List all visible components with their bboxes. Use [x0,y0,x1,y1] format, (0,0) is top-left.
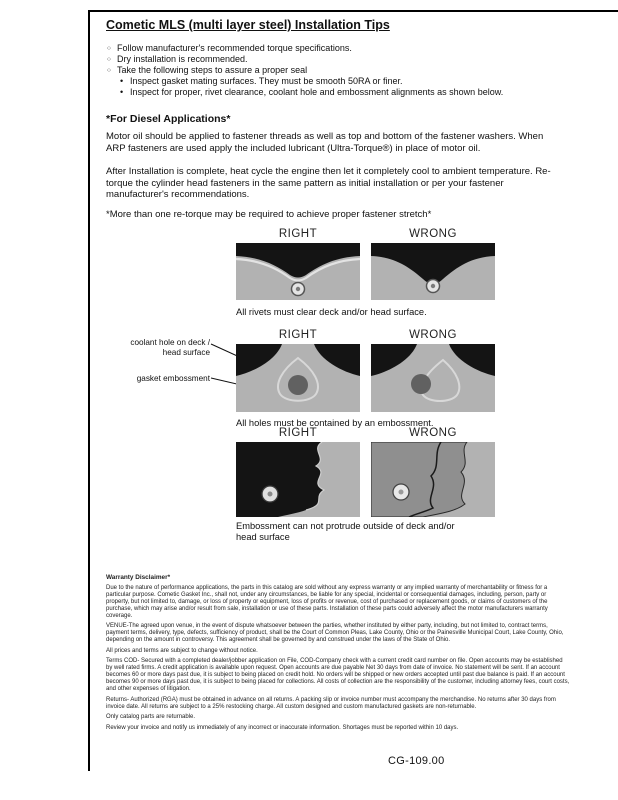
disclaimer-heading: Warranty Disclaimer* [106,574,171,581]
disclaimer-paragraph: All prices and terms are subject to change without notice. [106,647,258,654]
diagram-hole-right-panel [236,344,360,412]
tip-text: Inspect gasket mating surfaces. They must be smooth 50RA or finer. [130,76,403,86]
bullet-icon: ○ [107,67,111,74]
retorque-note: *More than one re-torque may be required to achieve proper fastener stretch* [106,209,432,220]
hole-right-graphic [236,344,360,412]
disclaimer-paragraph: Review your invoice and notify us immediately of any incorrect or inaccurate information. Shortages must be reported within 10 days. [106,724,459,731]
sub-bullet-icon: • [120,76,124,86]
annotation-gasket-embossment: gasket embossment [136,374,210,383]
column-label-wrong: WRONG [409,228,457,240]
disclaimer-paragraph: Returns- Authorized (RGA) must be obtained in advance on all returns. A packing slip or invoice number must accompany the merchandise. No returns after 30 days from invoice date. All returns are subject to a 25% restocking charge. All custom designed and custom manufactured gaskets are non-returnable. [106,696,556,710]
tip-item [107,65,577,76]
tip-text: Inspect for proper, rivet clearance, coolant hole and embossment alignments as shown below. [130,87,504,97]
disclaimer-paragraph: Only catalog parts are returnable. [106,714,196,720]
rivet-wrong-graphic [371,243,495,300]
bullet-icon: ○ [107,56,111,63]
diagram-rivet-right-panel [236,243,360,300]
disclaimer-paragraph: Terms COD- Secured with a completed dealer/jobber application on File, COD-Company check with a current credit card number on file. Open accounts may be established by well rated firms. A credit application is available upon request. Open accounts are due payable Net 30 days from date of invoice. No statement will be sent. If an account becomes 60 or more days past due, it is subject to being placed on credit hold. No orders will be shipped or new orders accepted until past due balance is paid. If an account becomes 90 or more days past due, it is subject to being placed for collections. All costs of collection are the responsibility of the customer, including attorney fees, court costs, and other expenses of litigation. [106,658,570,692]
tip-text: Follow manufacturer's recommended torque specifications. [117,43,352,53]
diesel-paragraph-2: After Installation is complete, heat cycle the engine then let it completely cool to ambient temperature. Re-torque the cylinder head fasteners in the same pattern as initial installation or per your fastener manufacturer's recommendations. [106,166,551,200]
column-label-right: RIGHT [278,228,318,240]
column-label-wrong: WRONG [409,427,457,439]
page-code: CG-109.00 [388,755,445,767]
embossment-right-graphic [236,442,360,517]
tip-text: Take the following steps to assure a proper seal [117,65,308,75]
column-label-right: RIGHT [278,329,318,341]
diesel-applications-heading: *For Diesel Applications* [106,113,231,125]
diagram-caption-1: All rivets must clear deck and/or head surface. [236,307,427,317]
diagram-caption-2: All holes must be contained by an embossment. [236,418,434,428]
disclaimer-paragraph: Due to the nature of performance applications, the parts in this catalog are sold without any express warranty or any implied warranty of merchantability or fitness for a particular purpose. Cometic Gasket Inc., shall not, under any circumstances, be liable for any special, incidental or consequential damages, including, person, party or property, but not limited to, damage, or loss of property or equipment, loss of profits or revenue, cost of purchased or replacement goods, or claims of customers of the purchase, which may arise and/or result from sale, installation or use of these parts. Installation of these parts could adversely affect the motor manufacturers warranty coverage. [106,584,548,619]
hole-wrong-graphic [371,344,495,412]
diesel-paragraph-1: Motor oil should be applied to fastener threads as well as top and bottom of the fastener washers. When ARP fasteners are used apply the included lubricant (Ultra-Torque®) in place of motor oil. [106,131,544,154]
rivet-right-graphic [236,243,360,300]
diagram-embossment-wrong-panel [371,442,495,517]
diagram-embossment-right-panel [236,442,360,517]
diagram-rivet-wrong-panel [371,243,495,300]
diagram-hole-wrong-panel [371,344,495,412]
tip-sub-item [107,87,577,98]
annotation-coolant-hole: coolant hole on deck / head surface [130,338,210,357]
disclaimer-paragraph: VENUE-The agreed upon venue, in the event of dispute whatsoever between the parties, whether instituted by either party, including, but not limited to, contract terms, payment terms, delivery, type, defects, sufficiency of product, shall be the Court of Common Pleas, Lake County, Ohio or the Painesville Municipal Court, Lake County, Ohio, depending on the amount in controversy. This agreement shall be governed by and construed under the laws of the State of Ohio. [106,623,564,643]
tip-sub-item [107,76,577,87]
warranty-disclaimer [106,574,570,735]
sub-bullet-icon: • [120,87,124,97]
embossment-wrong-graphic [371,442,495,517]
column-label-right: RIGHT [278,427,318,439]
tip-item [107,43,577,54]
diagram-section [104,228,609,550]
column-label-wrong: WRONG [409,329,457,341]
tip-text: Dry installation is recommended. [117,54,248,64]
installation-tips-list [107,43,577,98]
tip-item [107,54,577,65]
bullet-icon: ○ [107,45,111,52]
diagram-caption-3: Embossment can not protrude outside of deck and/or head surface [236,521,455,542]
page-title: Cometic MLS (multi layer steel) Installation Tips [106,18,390,32]
